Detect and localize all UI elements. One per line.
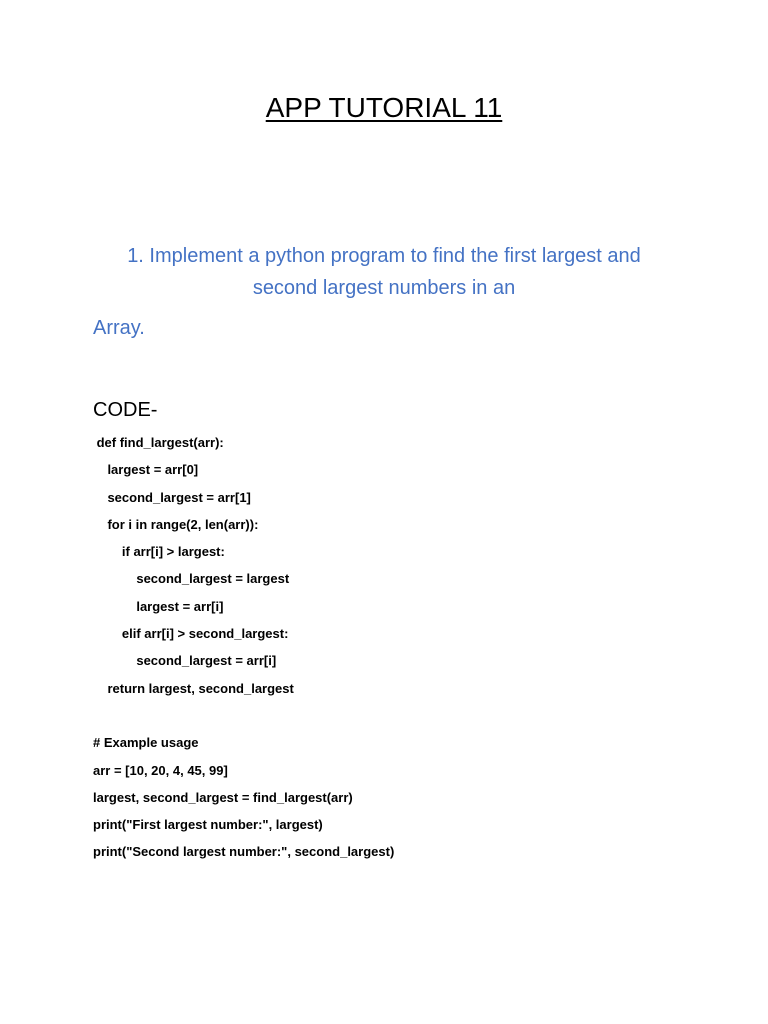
question-continuation: Array. (93, 317, 145, 339)
code-line-blank (93, 702, 394, 729)
code-line: second_largest = arr[i] (93, 653, 277, 669)
code-line: for i in range(2, len(arr)): (93, 516, 259, 532)
code-line: largest, second_largest = find_largest(arr) (93, 789, 353, 805)
code-line: largest = arr[0] (93, 462, 199, 478)
code-heading: CODE- (93, 399, 158, 421)
code-line: def find_largest(arr): (93, 435, 224, 450)
code-line: print("First largest number:", largest) (93, 817, 323, 833)
code-line: second_largest = largest (93, 571, 290, 587)
document-title: APP TUTORIAL 11 (265, 92, 503, 123)
code-line: arr = [10, 20, 4, 45, 99] (93, 762, 228, 778)
code-comment: # Example usage (93, 735, 199, 751)
code-line: largest = arr[i] (93, 598, 224, 614)
code-line: return largest, second_largest (93, 680, 294, 696)
code-line: print("Second largest number:", second_largest) (93, 844, 395, 860)
code-block (93, 429, 394, 866)
question-text: 1. Implement a python program to find the first largest and second largest numbers in an (127, 245, 641, 299)
code-line: second_largest = arr[1] (93, 489, 251, 505)
code-line: if arr[i] > largest: (93, 544, 225, 560)
code-line: elif arr[i] > second_largest: (93, 626, 289, 642)
